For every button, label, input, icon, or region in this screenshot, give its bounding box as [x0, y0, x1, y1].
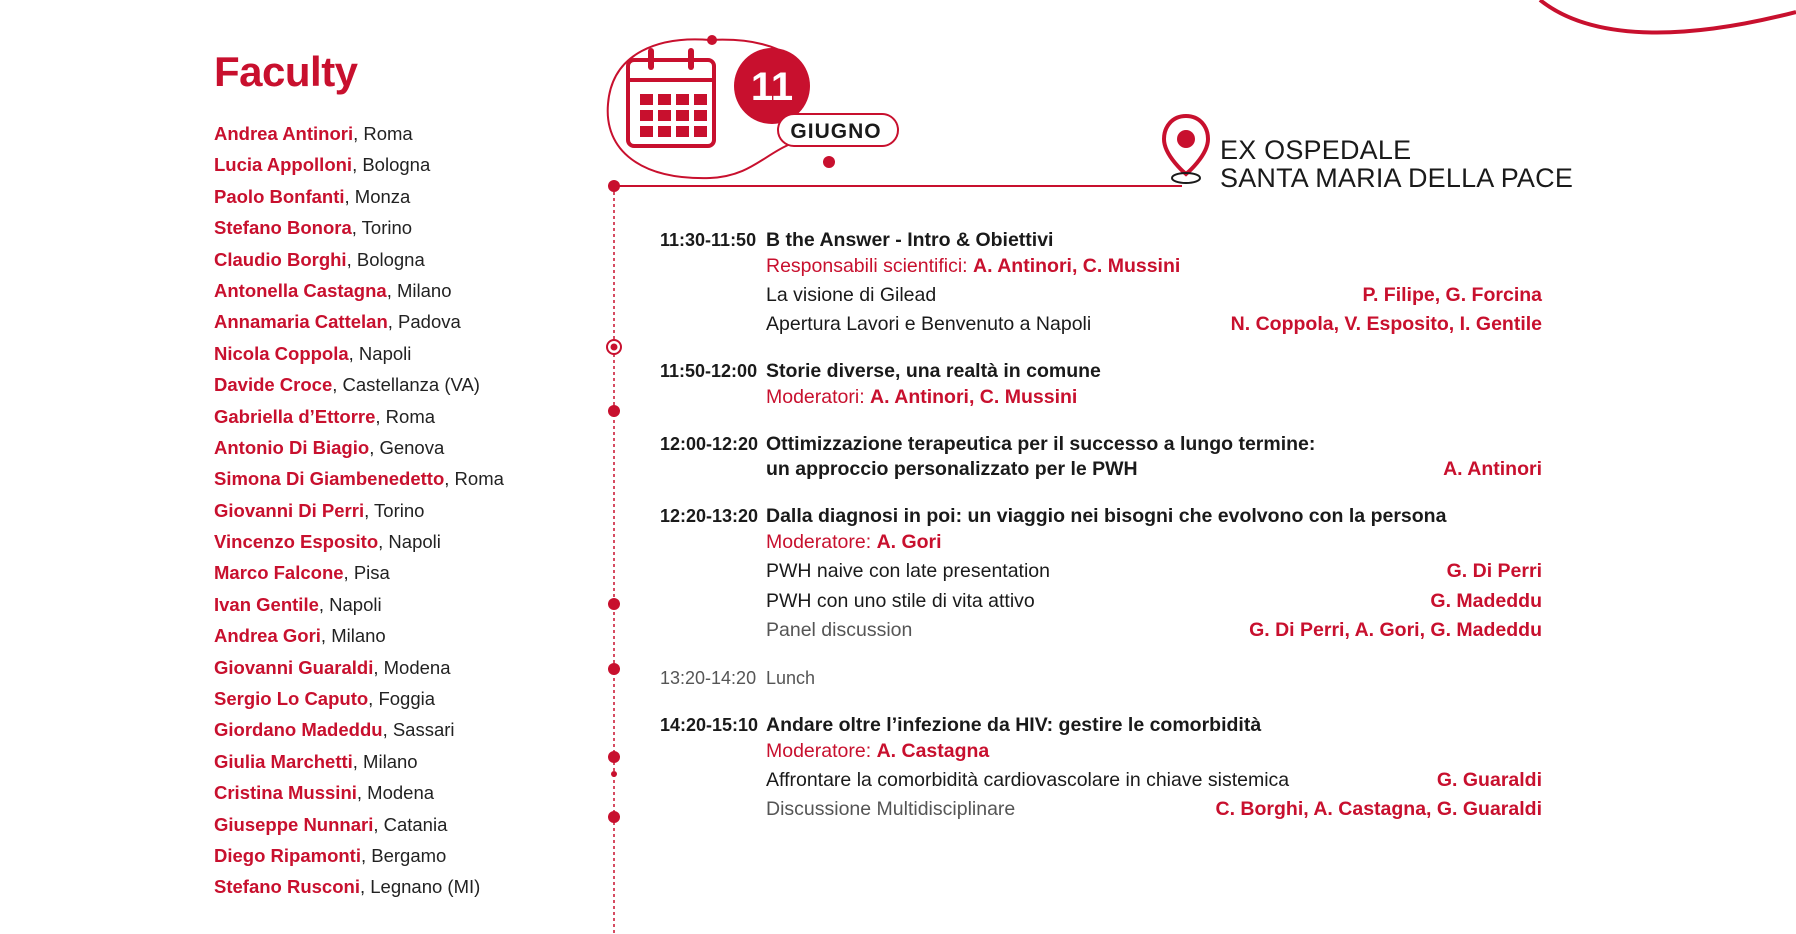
session-title: Storie diverse, una realtà in comune [766, 360, 1101, 382]
faculty-name: Antonella Castagna [214, 279, 387, 301]
faculty-city: , Modena [356, 782, 435, 804]
faculty-member [214, 526, 504, 557]
faculty-city: , Roma [444, 468, 504, 490]
faculty-name: Nicola Coppola [214, 342, 349, 364]
faculty-city: , Bologna [352, 154, 431, 176]
session-title: B the Answer - Intro & Obiettivi [766, 229, 1054, 251]
faculty-member [214, 557, 504, 588]
faculty-city: , Torino [364, 499, 425, 521]
faculty-city: , Bologna [346, 248, 425, 270]
faculty-name: Andrea Antinori [214, 123, 354, 144]
date-day: 11 [750, 65, 794, 109]
faculty-city: , Torino [351, 217, 413, 239]
venue-line-1: EX OSPEDALE [1220, 135, 1412, 165]
venue-line-2: SANTA MARIA DELLA PACE [1220, 163, 1574, 193]
slot-time: 11:30-11:50 [660, 230, 757, 250]
faculty-member [214, 118, 504, 149]
faculty-name: Antonio Di Biagio [214, 436, 370, 458]
faculty-city: , Roma [375, 405, 436, 427]
faculty-name: Diego Ripamonti [214, 844, 361, 866]
faculty-title: Faculty [214, 48, 358, 95]
faculty-member [214, 149, 504, 180]
talk-row: Affrontare la comorbidità cardiovascolare in chiave sistemica G. Guaraldi [766, 769, 1542, 791]
faculty-city: , Milano [320, 625, 386, 647]
faculty-member [214, 777, 504, 808]
faculty-city: , Monza [344, 185, 411, 207]
faculty-member [214, 306, 504, 337]
faculty-name: Giovanni Guaraldi [214, 656, 374, 678]
faculty-name: Giuseppe Nunnari [214, 813, 374, 835]
faculty-name: Simona Di Giambenedetto [214, 468, 445, 490]
slot-time: 11:50-12:00 [660, 361, 758, 381]
session-title: Dalla diagnosi in poi: un viaggio nei bisogni che evolvono con la persona [766, 505, 1447, 527]
map-pin-icon [1160, 112, 1212, 188]
faculty-member [214, 369, 504, 400]
faculty-member [214, 338, 504, 369]
session-title: Ottimizzazione terapeutica per il successo a lungo termine: [766, 433, 1316, 455]
faculty-name: Lucia Appolloni [214, 154, 353, 176]
faculty-member [214, 432, 504, 463]
faculty-city: , Castellanza (VA) [332, 374, 480, 396]
faculty-member [214, 275, 504, 306]
faculty-member [214, 495, 504, 526]
venue [1220, 136, 1573, 192]
faculty-member [214, 401, 504, 432]
faculty-city: , Milano [386, 279, 452, 301]
faculty-name: Vincenzo Esposito [214, 531, 379, 553]
faculty-city: , Catania [373, 813, 448, 835]
date-month: GIUGNO [790, 120, 882, 143]
decorative-swoosh [1500, 0, 1796, 40]
talk-row: Discussione Multidisciplinare C. Borghi, A. Castagna, G. Guaraldi [766, 798, 1542, 820]
faculty-member [214, 746, 504, 777]
faculty-member [214, 683, 504, 714]
faculty-name: Gabriella d’Ettorre [214, 405, 376, 427]
faculty-name: Paolo Bonfanti [214, 185, 345, 207]
faculty-name: Stefano Rusconi [214, 876, 360, 898]
faculty-member [214, 809, 504, 840]
faculty-member [214, 620, 504, 651]
faculty-member [214, 871, 504, 902]
faculty-city: , Padova [387, 311, 461, 333]
faculty-city: , Genova [369, 436, 445, 458]
faculty-name: Sergio Lo Caputo [214, 688, 369, 710]
talk-row: PWH con uno stile di vita attivo G. Madeddu [766, 590, 1542, 612]
faculty-name: Giulia Marchetti [214, 750, 353, 772]
faculty-name: Giovanni Di Perri [214, 499, 365, 521]
moderators: Moderatore: A. Castagna [766, 740, 990, 762]
faculty-member [214, 212, 504, 243]
talk-row: PWH naive con late presentation G. Di Perri [766, 560, 1542, 582]
faculty-member [214, 652, 504, 683]
faculty-city: , Napoli [378, 531, 441, 553]
faculty-name: Giordano Madeddu [214, 719, 383, 741]
faculty-member [214, 840, 504, 871]
faculty-city: , Milano [352, 750, 418, 772]
faculty-city: , Foggia [368, 688, 436, 710]
faculty-city: , Legnano (MI) [359, 876, 481, 898]
faculty-name: Annamaria Cattelan [214, 311, 388, 333]
faculty-city: , Napoli [318, 593, 382, 615]
faculty-name: Stefano Bonora [214, 217, 352, 239]
faculty-member [214, 244, 504, 275]
moderators: Responsabili scientifici: A. Antinori, C. Mussini [766, 255, 1181, 277]
moderators: Moderatore: A. Gori [766, 531, 942, 553]
slot-time: 12:20-13:20 [660, 506, 759, 526]
slot-time: 12:00-12:20 [660, 434, 759, 454]
faculty-city: , Pisa [343, 562, 390, 584]
moderators: Moderatori: A. Antinori, C. Mussini [766, 386, 1078, 408]
faculty-name: Ivan Gentile [214, 593, 319, 615]
session-title: Lunch [766, 668, 816, 688]
faculty-name: Claudio Borghi [214, 248, 347, 270]
faculty-name: Cristina Mussini [214, 782, 357, 804]
slot-time: 14:20-15:10 [660, 715, 759, 735]
faculty-name: Andrea Gori [214, 625, 321, 647]
slot-time: 13:20-14:20 [660, 668, 757, 688]
talk-row: Apertura Lavori e Benvenuto a Napoli N. Coppola, V. Esposito, I. Gentile [766, 313, 1542, 335]
faculty-member [214, 181, 504, 212]
faculty-city: , Bergamo [360, 844, 447, 866]
faculty-name: Marco Falcone [214, 562, 344, 584]
faculty-city: , Modena [373, 656, 451, 678]
faculty-city: , Sassari [382, 719, 455, 741]
session-title: un approccio personalizzato per le PWH A. Antinori [766, 458, 1542, 480]
session-title: Andare oltre l’infezione da HIV: gestire le comorbidità [766, 714, 1262, 736]
faculty-member [214, 589, 504, 620]
faculty-city: , Napoli [348, 342, 412, 364]
faculty-member [214, 714, 504, 745]
date-badge [600, 32, 910, 192]
calendar-icon [628, 48, 714, 146]
talk-row: Panel discussion G. Di Perri, A. Gori, G. Madeddu [766, 619, 1542, 641]
talk-row: La visione di Gilead P. Filipe, G. Forcina [766, 284, 1542, 306]
faculty-city: , Roma [353, 123, 413, 144]
faculty-list [214, 118, 504, 903]
faculty-member [214, 463, 504, 494]
faculty-name: Davide Croce [214, 374, 333, 396]
